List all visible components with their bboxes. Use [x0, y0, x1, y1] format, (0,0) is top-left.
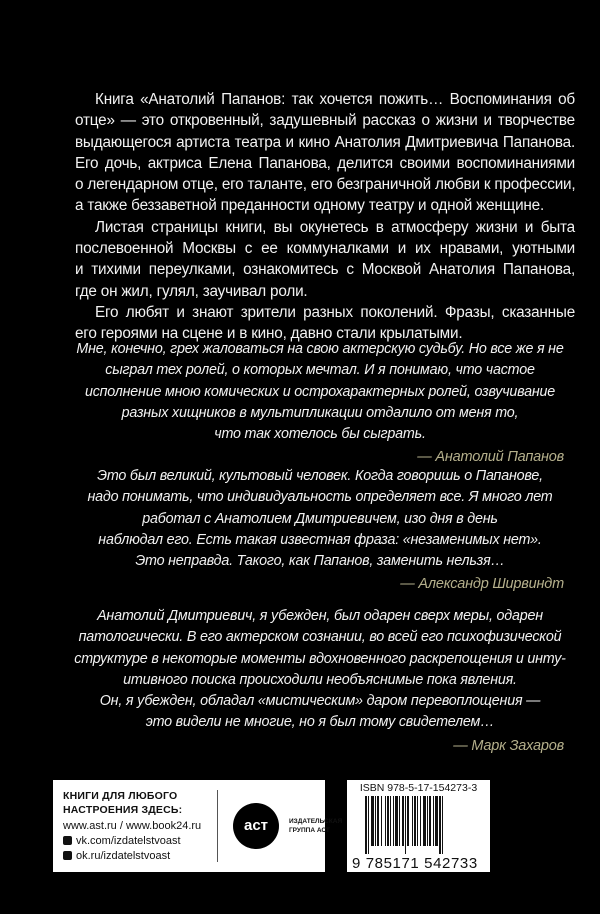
barcode-bar	[429, 796, 431, 846]
info-heading: КНИГИ ДЛЯ ЛЮБОГО	[63, 790, 178, 802]
info-heading: НАСТРОЕНИЯ ЗДЕСЬ:	[63, 804, 183, 816]
logo-text: аст	[243, 817, 269, 834]
barcode-bar	[390, 796, 391, 846]
publisher-name	[289, 817, 342, 835]
barcode-bar	[381, 796, 382, 846]
barcode-bar	[407, 796, 409, 846]
barcode-bar	[395, 796, 398, 846]
website-links[interactable]: www.ast.ru / www.book24.ru	[63, 820, 202, 832]
quote-line: исполнение мною комических и острохарактерных ролей, озвучивание	[84, 383, 556, 400]
publisher-info-box	[53, 780, 343, 872]
ast-logo	[233, 803, 279, 849]
barcode-bar	[368, 796, 369, 854]
barcode-bar	[399, 796, 400, 846]
paragraph-line: о легендарном отце, его таланте, его безграничной любви к профессии,	[75, 176, 576, 194]
quote-line: что так хотелось бы сыграть.	[214, 426, 426, 443]
barcode-bar	[414, 796, 416, 846]
barcode-bar	[393, 796, 394, 846]
quote-line: итивного поиска происходили необъяснимые пока явления.	[123, 671, 517, 688]
quote-line: это видели не многие, но я был тому свидетелем…	[145, 714, 495, 731]
quote-line: наблюдал его. Есть такая известная фраза: «незаменимых нет».	[98, 531, 542, 548]
paragraph-line: Его дочь, актриса Елена Папанова, делится своими воспоминаниями	[75, 154, 575, 172]
quote-line: работал с Анатолием Дмитриевичем, изо дня в день	[142, 510, 498, 527]
barcode-bar	[377, 796, 379, 846]
quote-line: Это был великий, культовый человек. Когда говоришь о Папанове,	[97, 468, 543, 484]
description-text	[75, 89, 575, 345]
quote-line: патологически. В его актерском сознании, во всей его психофизической	[78, 629, 562, 646]
barcode-bar	[439, 796, 441, 854]
quote-line: Это неправда. Такого, как Папанов, заменить нельзя…	[135, 553, 505, 570]
barcode-bar	[435, 796, 438, 846]
barcode-bar	[385, 796, 386, 846]
barcode-bars	[365, 796, 475, 854]
quote-line: разных хищников в мультипликации отдалило от меня то,	[121, 404, 519, 421]
barcode-bar	[412, 796, 413, 846]
divider	[217, 790, 218, 862]
paragraph-line: отце» — это откровенный, задушевный рассказ о жизни и творчестве	[75, 112, 575, 130]
barcode-bar	[365, 796, 367, 854]
publisher-line: ГРУППА АСТ	[289, 827, 330, 834]
paragraph-line: послевоенной Москвы с ее коммуналками и их нравами, уютными	[75, 240, 575, 258]
vk-icon	[63, 836, 72, 845]
quote-block	[60, 606, 580, 757]
barcode-digits: 9 785171 542733	[352, 855, 478, 872]
ok-icon	[63, 851, 72, 860]
quote-line: Анатолий Дмитриевич, я убежден, был одарен сверх меры, одарен	[97, 608, 543, 624]
quote-line: сыграл тех ролей, о которых мечтал. И я понимаю, что частое	[105, 362, 535, 379]
barcode-bar	[420, 796, 421, 846]
paragraph-line: и тихими переулками, ознакомитесь с Москвой Анатолия Папанова,	[75, 261, 575, 279]
quote-block	[60, 339, 580, 469]
paragraph-line: Листая страницы книги, вы окунетесь в атмосферу жизни и быта	[95, 218, 575, 236]
barcode-bar	[427, 796, 428, 846]
quote-line: структуре в некоторые моменты вдохновенного раскрепощения и инту-	[74, 650, 566, 667]
paragraph-line: а также беззаветной преданности одному театру и одной женщине.	[75, 197, 545, 215]
paragraph-line: где он жил, гулял, заучивал роли.	[75, 282, 308, 300]
quote-author: — Александр Ширвиндт	[400, 576, 564, 593]
quote-line: Он, я убежден, обладал «мистическим» даром перевоплощения —	[99, 693, 541, 710]
isbn-barcode	[347, 780, 490, 872]
barcode-bar	[371, 796, 374, 846]
barcode-bar	[375, 796, 376, 846]
paragraph-line: Книга «Анатолий Папанов: так хочется пожить… Воспоминания об	[95, 91, 575, 108]
isbn-text: ISBN 978-5-17-154273-3	[359, 782, 478, 794]
quote-line: Мне, конечно, грех жаловаться на свою актерскую судьбу. Но все же я не	[76, 341, 564, 357]
publisher-line: ИЗДАТЕЛЬСКАЯ	[289, 818, 343, 825]
quote-author: — Анатолий Папанов	[417, 449, 564, 466]
barcode-bar	[442, 796, 443, 854]
ok-link[interactable]	[63, 850, 170, 862]
paragraph-line: его героями на сцене и в кино, давно стали крылатыми.	[75, 325, 463, 343]
vk-link[interactable]	[63, 835, 181, 847]
paragraph-line: выдающегося артиста театра и кино Анатолия Дмитриевича Папанова.	[75, 133, 575, 151]
vk-link-text: vk.com/izdatelstvoast	[76, 835, 181, 847]
quote-line: надо понимать, что индивидуальность определяет все. Я много лет	[87, 489, 553, 506]
barcode-bar	[387, 796, 389, 846]
quote-block	[60, 466, 580, 596]
paragraph-line: Его любят и знают зрители разных поколений. Фразы, сказанные	[95, 303, 575, 321]
quote-author: — Марк Захаров	[453, 737, 564, 754]
barcode-bar	[433, 796, 434, 846]
barcode-bar	[402, 796, 404, 846]
barcode-bar	[423, 796, 426, 846]
barcode-bar	[405, 796, 406, 854]
barcode-bar	[417, 796, 418, 846]
ok-link-text: ok.ru/izdatelstvoast	[76, 850, 171, 862]
